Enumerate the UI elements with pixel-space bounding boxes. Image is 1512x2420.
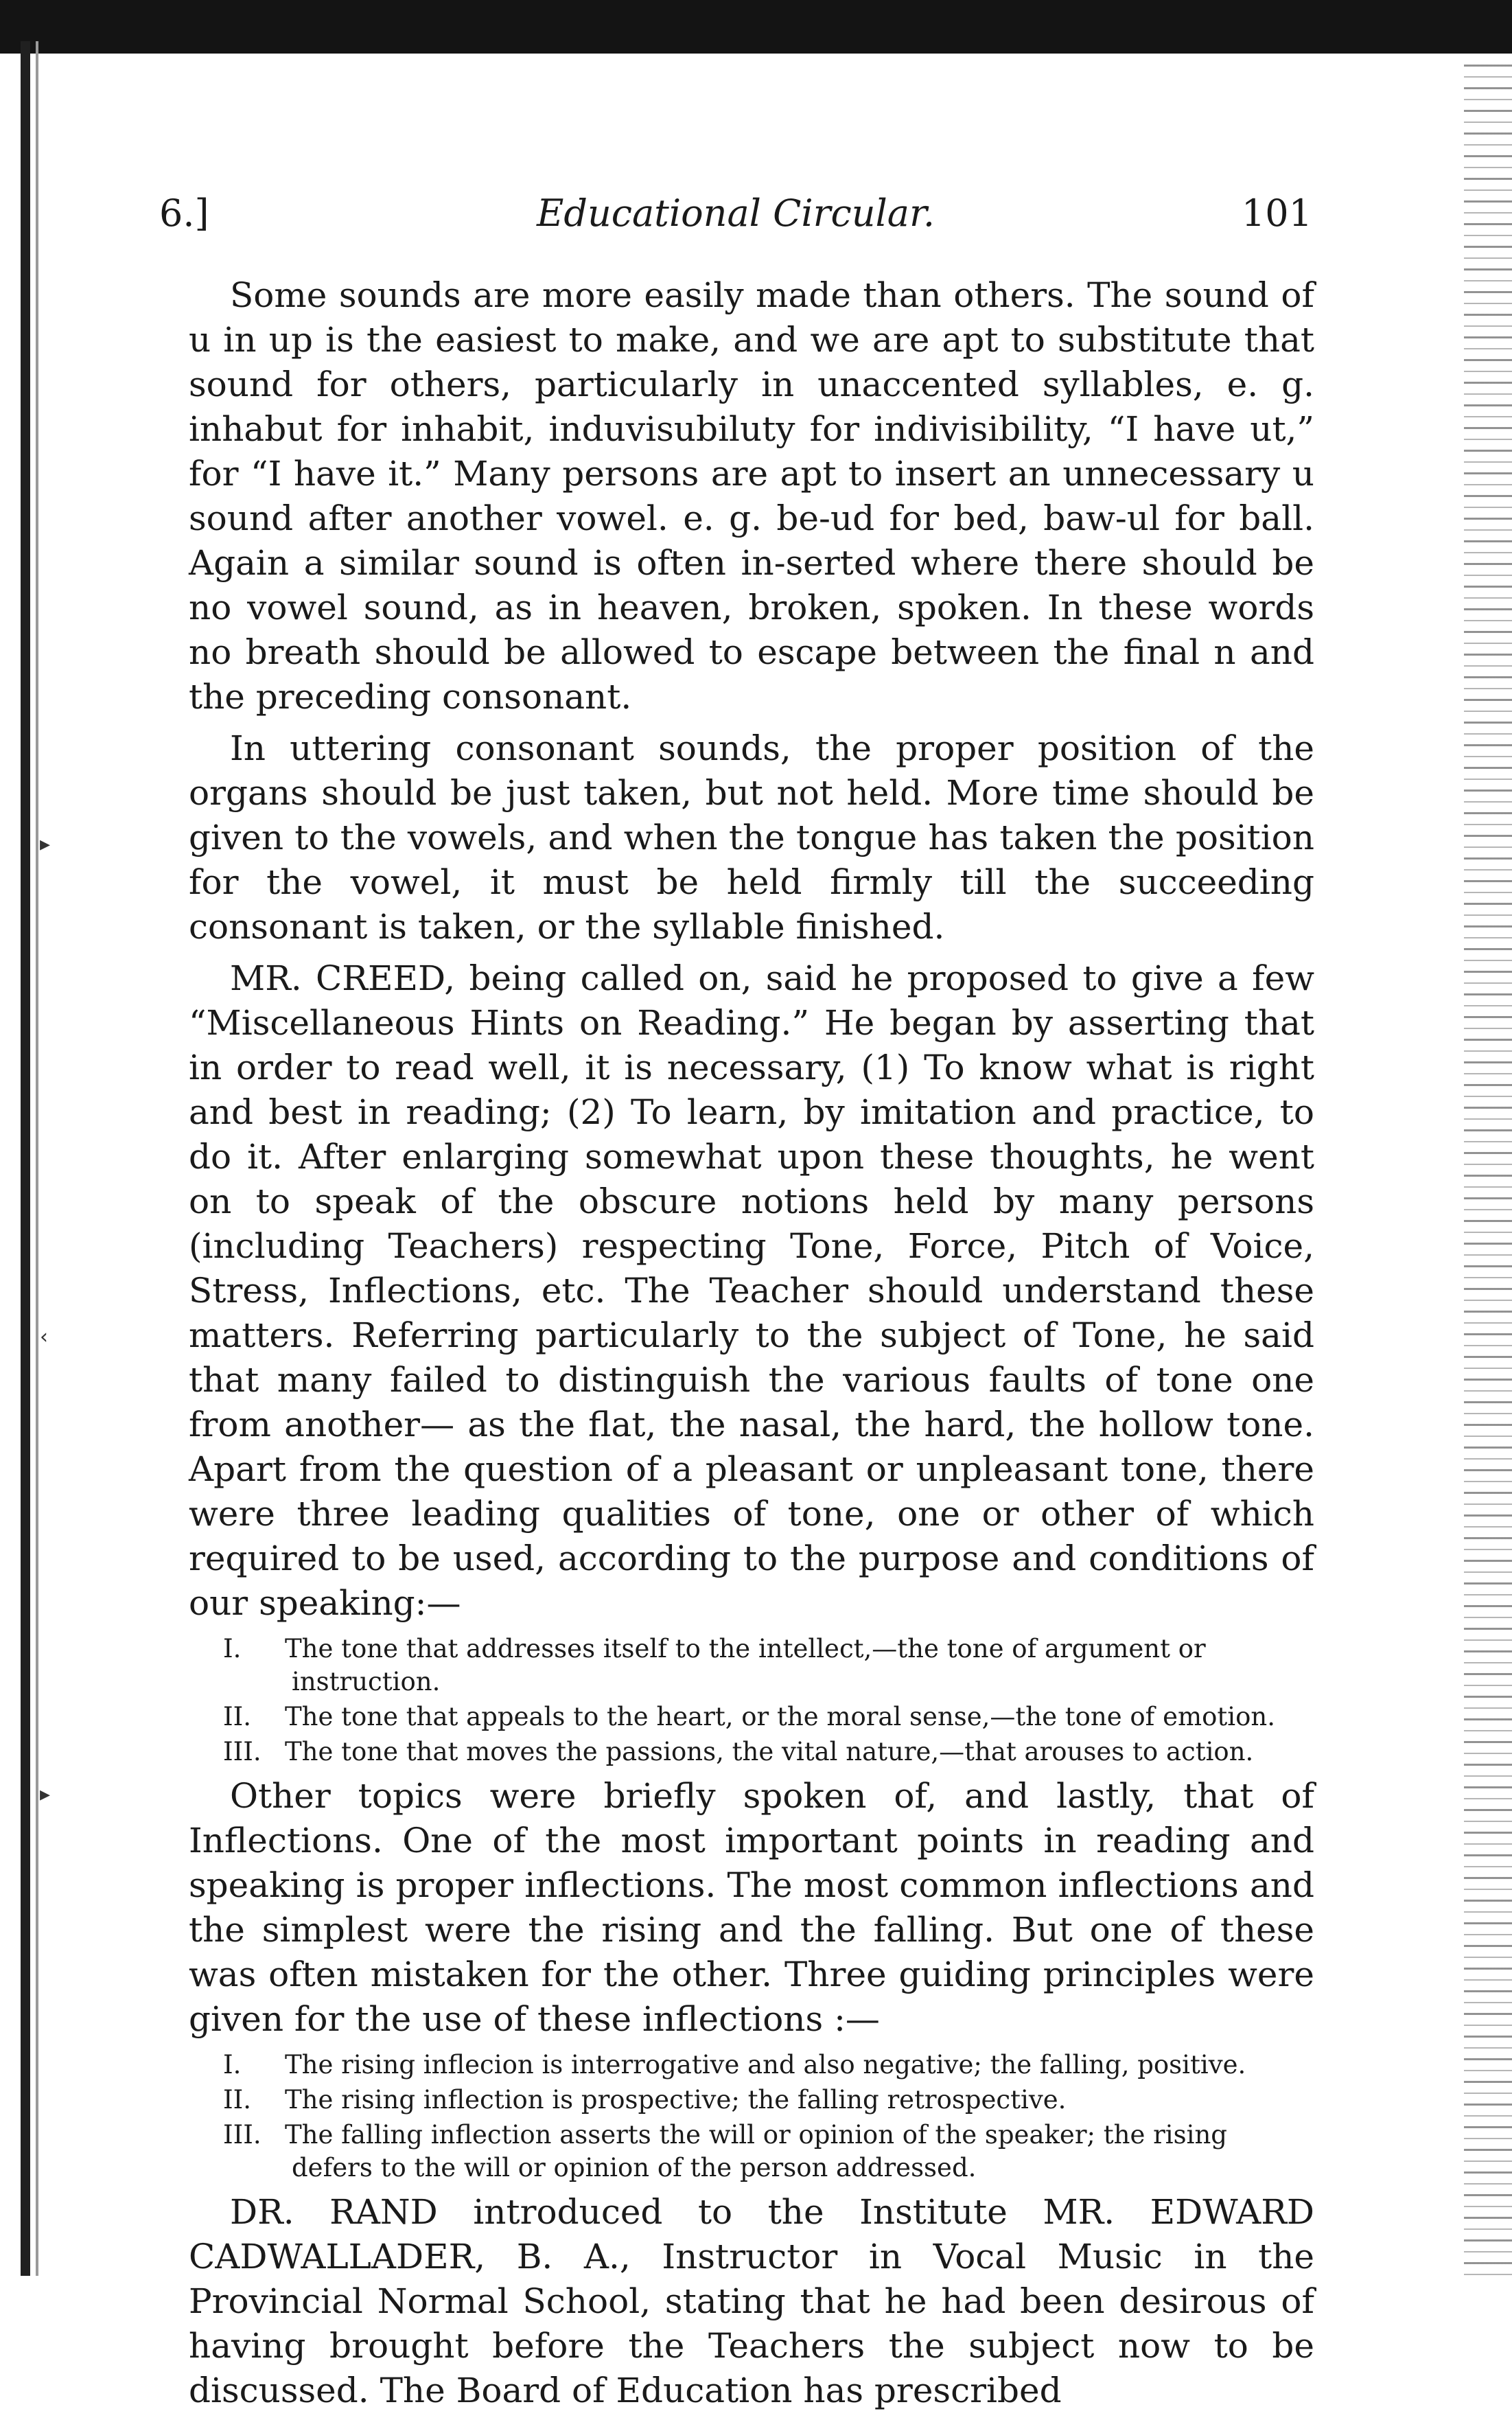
list-item [189, 2049, 1314, 2082]
list-item-number: III. [223, 1737, 261, 1766]
scan-top-border [0, 0, 1512, 54]
list-item [189, 1633, 1314, 1698]
list-item-number: I. [223, 2050, 242, 2079]
list-item-text: The tone that moves the passions, the vital nature,—that arouses to action. [285, 1737, 1254, 1766]
list-item [189, 1736, 1314, 1768]
list-item-number: I. [223, 1634, 242, 1663]
list-item-number: II. [223, 1702, 251, 1731]
list-item-text: The tone that addresses itself to the intellect,—the tone of argument or instruction. [285, 1634, 1206, 1696]
inflection-list [189, 2049, 1314, 2185]
paragraph: In uttering consonant sounds, the proper position of the organs should be just taken, but not held. More time should be given to the vowels, and when the tongue has taken the position for the vowel, it must be held firmly till the succeeding consonant is taken, or the syllable finished. [189, 728, 1314, 947]
paragraph: Other topics were briefly spoken of, and lastly, that of Inflections. One of the most important points in reading and speaking is proper inflections. The most common inflections and the simplest were the rising and the falling. But one of these was often mistaken for the other. Three guiding principles were given for the use of these inflections :— [189, 1776, 1314, 2039]
paragraph: Some sounds are more easily made than others. The sound of u in up is the easiest to make, and we are apt to substitute that sound for others, particularly in unaccented syllables, e. g. inhabut for inhabit, induvisubiluty for indivisibility, “I have ut,” for “I have it.” Many persons are apt to insert an unnecessary u sound after another vowel. e. g. be-ud for bed, baw-ul for ball. Again a similar sound is often in-serted where there should be no vowel sound, as in heaven, broken, spoken. In these words no breath should be allowed to escape between the final n and the preceding consonant. [189, 275, 1314, 717]
margin-mark-arrow-icon: ▸ [40, 1782, 51, 1806]
list-item-text: The tone that appeals to the heart, or the moral sense,—the tone of emotion. [285, 1702, 1275, 1731]
scan-gutter-line [36, 41, 38, 2276]
page-body [189, 273, 1314, 2420]
list-item [189, 2084, 1314, 2117]
header-section-number: 6.] [159, 192, 209, 235]
margin-mark-arrow-icon: ▸ [40, 832, 51, 856]
tone-list [189, 1633, 1314, 1768]
list-item-number: II. [223, 2085, 251, 2114]
paragraph: DR. RAND introduced to the Institute MR. EDWARD CADWALLADER, B. A., Instructor in Vocal Music in the Provincial Normal School, stating that he had been desirous of having brought before the Teachers the subject now to be discussed. The Board of Education has prescribed [189, 2192, 1314, 2410]
running-header [159, 189, 1312, 238]
list-item [189, 2119, 1314, 2185]
page-number: 101 [1241, 192, 1312, 235]
scan-binding-edge [21, 41, 30, 2276]
list-item [189, 1701, 1314, 1733]
list-item-text: The falling inflection asserts the will or opinion of the speaker; the rising defers to the will or opinion of the person addressed. [285, 2120, 1227, 2182]
scan-right-edge-noise [1464, 55, 1512, 2276]
paragraph: MR. CREED, being called on, said he proposed to give a few “Miscellaneous Hints on Reading.” He began by asserting that in order to read well, it is necessary, (1) To know what is right and best in reading; (2) To learn, by imitation and practice, to do it. After enlarging somewhat upon these thoughts, he went on to speak of the obscure notions held by many persons (including Teachers) respecting Tone, Force, Pitch of Voice, Stress, Inflections, etc. The Teacher should understand these matters. Referring particularly to the subject of Tone, he said that many failed to distinguish the various faults of tone one from another— as the flat, the nasal, the hard, the hollow tone. Apart from the question of a pleasant or unpleasant tone, there were three leading qualities of tone, one or other of which required to be used, according to the purpose and conditions of our speaking:— [189, 958, 1314, 1623]
list-item-text: The rising inflection is prospective; the falling retrospective. [285, 2085, 1067, 2114]
margin-mark-arrow-icon: ‹ [40, 1325, 48, 1349]
header-title: Educational Circular. [536, 192, 935, 235]
list-item-number: III. [223, 2120, 261, 2150]
list-item-text: The rising inflecion is interrogative and also negative; the falling, positive. [285, 2050, 1246, 2079]
